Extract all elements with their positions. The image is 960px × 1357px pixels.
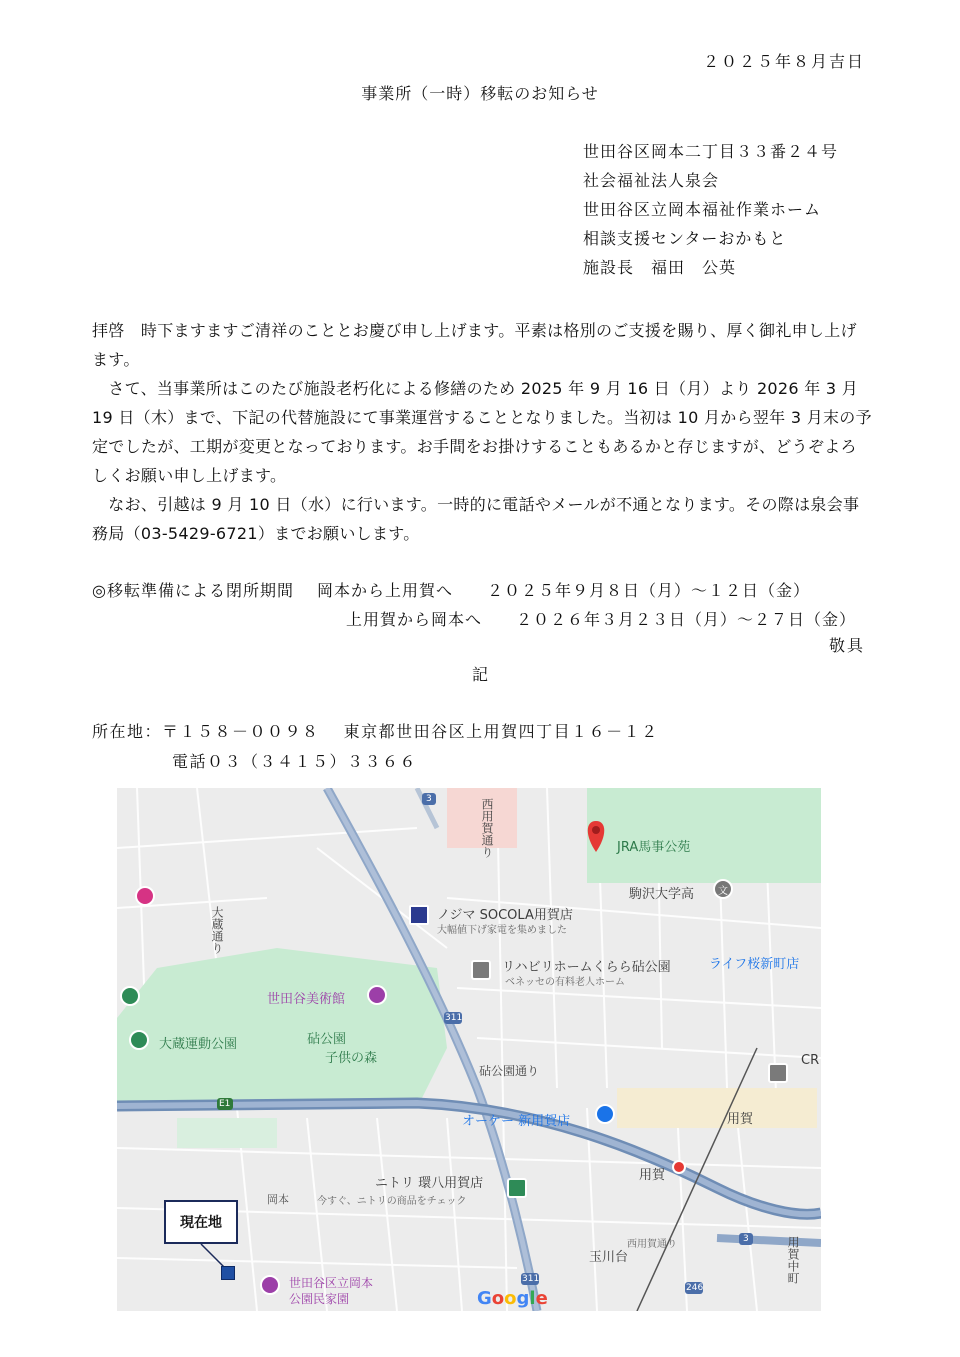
- building-icon: [471, 960, 491, 980]
- relocation-paragraph: さて、当事業所はこのたび施設老朽化による修繕のため 2025 年 9 月 16 日（月）より 2026 年 3 月 19 日（木）まで、下記の代替施設にて事業運営することとなりました。当初は 10 月から翌年 3 月末の予定でしたが、工期が変更となっております。お手間をお掛けすることもあるかと存じますが、どうぞよろしくお願い申し上げます。: [92, 379, 872, 485]
- store-icon: [409, 905, 429, 925]
- yoga-naka-label: 用賀中町: [786, 1236, 800, 1284]
- cart-icon: [595, 1104, 615, 1124]
- greeting-paragraph: 拝啓 時下ますますご清祥のこととお慶び申し上げます。平素は格別のご支援を賜り、厚く御礼申し上げます。: [92, 321, 857, 369]
- nojima-sub: 大幅値下げ家電を集めました: [437, 925, 567, 936]
- route-e1: E1: [219, 1099, 231, 1109]
- yoga-station-label: 用賀: [639, 1168, 666, 1183]
- school-icon: 文: [713, 879, 733, 899]
- park-pin-icon: [120, 986, 140, 1006]
- minka-label-1: 世田谷区立岡本: [289, 1276, 374, 1290]
- closure-line-2: 上用賀から岡本へ ２０２６年３月２３日（月）～２７日（金）: [346, 610, 857, 629]
- nitori-icon: [507, 1178, 527, 1198]
- komazawa-label: 駒沢大学高: [629, 887, 695, 902]
- life-label: ライフ桜新町店: [709, 957, 800, 972]
- okura-dori-label: 大蔵通り: [210, 906, 224, 954]
- current-location-label: 現在地: [164, 1200, 238, 1244]
- sender-address: 世田谷区岡本二丁目３３番２４号: [583, 142, 839, 161]
- map: [117, 788, 821, 1311]
- closure-line-1: ◎移転準備による閉所期間 岡本から上用賀へ ２０２５年９月８日（月）～１２日（金）: [92, 581, 811, 600]
- minka-label-2: 公園民家園: [289, 1292, 350, 1306]
- sender-block: [583, 142, 838, 287]
- nojima-label: ノジマ SOCOLA用賀店: [437, 908, 573, 923]
- route-311-a: 311: [445, 1013, 463, 1023]
- rehabili-sub: ベネッセの有料老人ホーム: [505, 977, 625, 988]
- ok-store-label: オーケー 新用賀店: [462, 1114, 571, 1129]
- cr-building-icon: [768, 1063, 788, 1083]
- nitori-label: ニトリ 環八用賀店: [375, 1176, 484, 1191]
- sender-corporation: 社会福祉法人泉会: [583, 171, 720, 190]
- sender-director: 施設長 福田 公英: [583, 258, 737, 277]
- route-311-b: 311: [522, 1274, 540, 1284]
- museum-label: 世田谷美術館: [267, 992, 346, 1007]
- moving-paragraph: なお、引越は 9 月 10 日（水）に行います。一時的に電話やメールが不通となります。その際は泉会事務局（03-5429-6721）までお願いします。: [92, 495, 860, 543]
- shopping-icon: [135, 886, 155, 906]
- nishi-yoga-dori-label: 西用賀通り: [480, 798, 494, 858]
- ki-heading: 記: [472, 665, 489, 684]
- nishi-yoga-small-label: 西用賀通り: [627, 1239, 677, 1250]
- sender-facility: 世田谷区立岡本福祉作業ホーム: [583, 200, 822, 219]
- tamagawadai-label: 玉川台: [589, 1250, 629, 1265]
- nitori-sub: 今すぐ、ニトリの商品をチェック: [317, 1196, 467, 1207]
- kinuta-park-label: 砧公園: [307, 1032, 347, 1047]
- letter-body: [92, 316, 872, 548]
- date: ２０２５年８月吉日: [702, 52, 865, 71]
- google-logo: Google: [477, 1288, 548, 1309]
- cr-label: CR: [801, 1053, 820, 1068]
- museum-icon: [367, 985, 387, 1005]
- yoga-label-1: 用賀: [727, 1112, 754, 1127]
- jra-label: JRA馬事公苑: [617, 840, 691, 855]
- kinuta-forest-label: 子供の森: [325, 1051, 378, 1066]
- location-address: 所在地：〒１５８－００９８ 東京都世田谷区上用賀四丁目１６－１２: [92, 722, 659, 741]
- minka-icon: [260, 1275, 280, 1295]
- tree-icon: [129, 1030, 149, 1050]
- okamoto-label: 岡本: [267, 1193, 289, 1206]
- closure-period: [92, 576, 856, 634]
- sender-center: 相談支援センターおかもと: [583, 229, 787, 248]
- okura-park-label: 大蔵運動公園: [159, 1037, 238, 1052]
- route-246: 246: [686, 1283, 704, 1293]
- route-3-b: 3: [743, 1234, 749, 1244]
- page-title: 事業所（一時）移転のお知らせ: [361, 84, 599, 103]
- current-location-marker: [221, 1266, 235, 1280]
- location-phone: 電話０３（３４１５）３３６６: [172, 752, 418, 771]
- keigu: 敬具: [828, 636, 865, 655]
- station-icon: [672, 1160, 686, 1174]
- route-3-a: 3: [426, 794, 432, 804]
- rehabili-label: リハビリホームくらら砧公園: [502, 960, 671, 975]
- kinuta-dori-label: 砧公園通り: [479, 1064, 540, 1078]
